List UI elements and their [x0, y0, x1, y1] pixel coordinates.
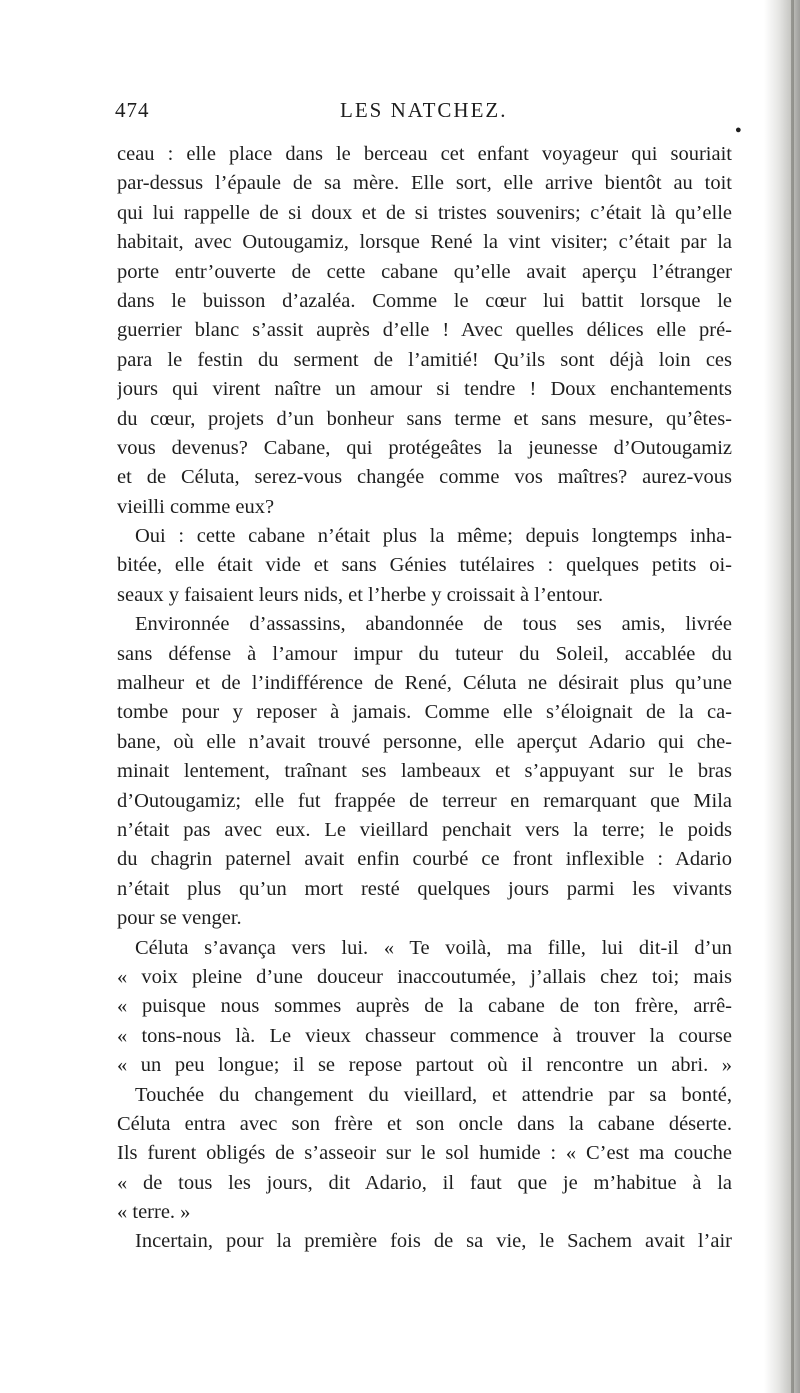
- text-line: « terre. »: [117, 1201, 191, 1224]
- text-line: bitée, elle était vide et sans Génies tutélaires : quelques petits oi-: [117, 554, 732, 577]
- text-line: qui lui rappelle de si doux et de si tristes souvenirs; c’était là qu’elle: [117, 201, 732, 224]
- text-line: par-dessus l’épaule de sa mère. Elle sort, elle arrive bientôt au toit: [117, 172, 732, 195]
- text-line: du chagrin paternel avait enfin courbé ce front inflexible : Adario: [117, 848, 732, 871]
- text-line: malheur et de l’indifférence de René, Céluta ne désirait plus qu’une: [117, 672, 732, 695]
- text-line: jours qui virent naître un amour si tendre ! Doux enchantements: [117, 378, 732, 401]
- text-line: vous devenus? Cabane, qui protégeâtes la jeunesse d’Outougamiz: [117, 436, 732, 459]
- page-edge: [791, 0, 794, 1393]
- text-line: « un peu longue; il se repose partout où il rencontre un abri. »: [117, 1054, 732, 1077]
- text-line: « voix pleine d’une douceur inaccoutumée, j’allais chez toi; mais: [117, 965, 732, 988]
- text-line: tombe pour y reposer à jamais. Comme elle s’éloignait de la ca-: [117, 701, 732, 724]
- running-title: LES NATCHEZ.: [340, 98, 508, 122]
- text-line: porte entr’ouverte de cette cabane qu’elle avait aperçu l’étranger: [117, 260, 732, 283]
- text-line: bane, où elle n’avait trouvé personne, elle aperçut Adario qui che-: [117, 730, 732, 753]
- page-binding-shadow: [764, 0, 800, 1393]
- body-text: [117, 140, 732, 1257]
- text-line: ceau : elle place dans le berceau cet enfant voyageur qui souriait: [117, 143, 732, 165]
- text-line: et de Céluta, serez-vous changée comme vos maîtres? aurez-vous: [117, 466, 732, 489]
- text-line: minait lentement, traînant ses lambeaux et s’appuyant sur le bras: [117, 760, 732, 783]
- page-number: 474: [115, 98, 150, 122]
- text-line: vieilli comme eux?: [117, 495, 275, 518]
- text-line: guerrier blanc s’assit auprès d’elle ! Avec quelles délices elle pré-: [117, 319, 732, 342]
- text-line: pour se venger.: [117, 907, 242, 930]
- ornament-dot: ●: [735, 124, 742, 136]
- text-line: n’était pas avec eux. Le vieillard penchait vers la terre; le poids: [117, 818, 732, 841]
- text-line: habitait, avec Outougamiz, lorsque René la vint visiter; c’était par la: [117, 231, 732, 254]
- running-head: [0, 98, 800, 128]
- text-line: Touchée du changement du vieillard, et attendrie par sa bonté,: [135, 1083, 732, 1106]
- text-line: Incertain, pour la première fois de sa vie, le Sachem avait l’air: [135, 1230, 732, 1253]
- text-line: Céluta entra avec son frère et son oncle dans la cabane déserte.: [117, 1112, 732, 1135]
- text-line: seaux y faisaient leurs nids, et l’herbe y croissait à l’entour.: [117, 583, 604, 606]
- text-line: « tons-nous là. Le vieux chasseur commence à trouver la course: [117, 1024, 732, 1047]
- text-line: « puisque nous sommes auprès de la cabane de ton frère, arrê-: [117, 995, 732, 1018]
- text-line: Environnée d’assassins, abandonnée de tous ses amis, livrée: [135, 613, 732, 636]
- text-line: Céluta s’avança vers lui. « Te voilà, ma fille, lui dit-il d’un: [135, 936, 732, 959]
- text-line: para le festin du serment de l’amitié! Qu’ils sont déjà loin ces: [117, 348, 732, 371]
- text-line: « de tous les jours, dit Adario, il faut que je m’habitue à la: [117, 1171, 732, 1194]
- text-line: n’était plus qu’un mort resté quelques jours parmi les vivants: [117, 877, 732, 900]
- text-line: sans défense à l’amour impur du tuteur du Soleil, accablée du: [117, 642, 732, 665]
- text-line: du cœur, projets d’un bonheur sans terme et sans mesure, qu’êtes-: [117, 407, 732, 430]
- text-line: Ils furent obligés de s’asseoir sur le sol humide : « C’est ma couche: [117, 1142, 732, 1165]
- text-line: d’Outougamiz; elle fut frappée de terreur en remarquant que Mila: [117, 789, 732, 812]
- text-line: Oui : cette cabane n’était plus la même; depuis longtemps inha-: [135, 525, 732, 548]
- text-line: dans le buisson d’azaléa. Comme le cœur lui battit lorsque le: [117, 289, 732, 312]
